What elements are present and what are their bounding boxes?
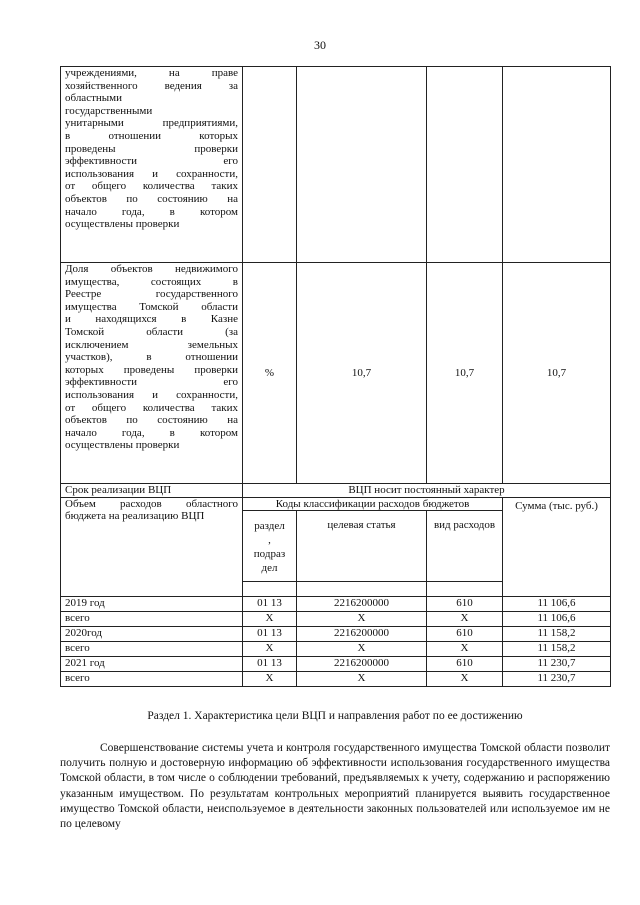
indicator-b-v1: 10,7 (297, 263, 427, 484)
indicator-a-v1 (297, 67, 427, 263)
indicator-a-text: учреждениями, на праве хозяйственного ведения за областными государственными унитарными предприятиями, в отношении которых проведены проверки эффективности его использования и сохранности, от общего количества таких объектов по состоянию на начало года, в котором осуществлены проверки (61, 67, 243, 263)
indicator-row-a (61, 67, 611, 263)
section-title: Раздел 1. Характеристика цели ВЦП и направления работ по ее достижению (147, 710, 523, 722)
budget-label: Объем расходов областного бюджета на реализацию ВЦП (61, 497, 243, 597)
col-section-header: раздел , подраз дел (243, 511, 297, 582)
indicator-a-unit (243, 67, 297, 263)
term-value: ВЦП носит постоянный характер (243, 484, 611, 498)
indicator-a-v3 (503, 67, 611, 263)
budget-header-row (61, 497, 611, 511)
col-target-header: целевая статья (297, 511, 427, 582)
term-row (61, 484, 611, 498)
table-row: всего X X X 11 230,7 (61, 672, 611, 687)
table-row: всего X X X 11 106,6 (61, 612, 611, 627)
table-row: 2021 год 01 13 2216200000 610 11 230,7 (61, 657, 611, 672)
indicator-b-unit: % (243, 263, 297, 484)
indicator-b-v3: 10,7 (503, 263, 611, 484)
table-row: 2020год 01 13 2216200000 610 11 158,2 (61, 627, 611, 642)
term-label: Срок реализации ВЦП (61, 484, 243, 498)
col-kind-header: вид расходов (427, 511, 503, 582)
codes-header: Коды классификации расходов бюджетов (243, 497, 503, 511)
page-number: 30 (314, 38, 326, 52)
sum-header: Сумма (тыс. руб.) (503, 497, 611, 597)
body-paragraph: Совершенствование системы учета и контроля государственного имущества Томской области позволит получить полную и достоверную информацию об эффективности использования государственного имущества Томской области, в том числе о соблюдении требований, предъявляемых к учету, содержанию и распоряжению указанным имуществом. По результатам контрольных мероприятий планируется выявить государственное имущество Томской области, неиспользуемое в деятельности законных пользователей или используемое им не по целевому (60, 742, 610, 831)
indicator-a-v2 (427, 67, 503, 263)
indicator-b-v2: 10,7 (427, 263, 503, 484)
table-row: всего X X X 11 158,2 (61, 642, 611, 657)
indicator-row-b (61, 263, 611, 484)
indicator-b-text: Доля объектов недвижимого имущества, состоящих в Реестре государственного имущества Томской области и находящихся в Казне Томской области (за исключением земельных участков), в отношении которых проведены проверки эффективности его использования и сохранности, от общего количества таких объектов по состоянию на начало года, в котором осуществлены проверки (61, 263, 243, 484)
table-row: 2019 год 01 13 2216200000 610 11 106,6 (61, 597, 611, 612)
program-table (60, 66, 611, 687)
